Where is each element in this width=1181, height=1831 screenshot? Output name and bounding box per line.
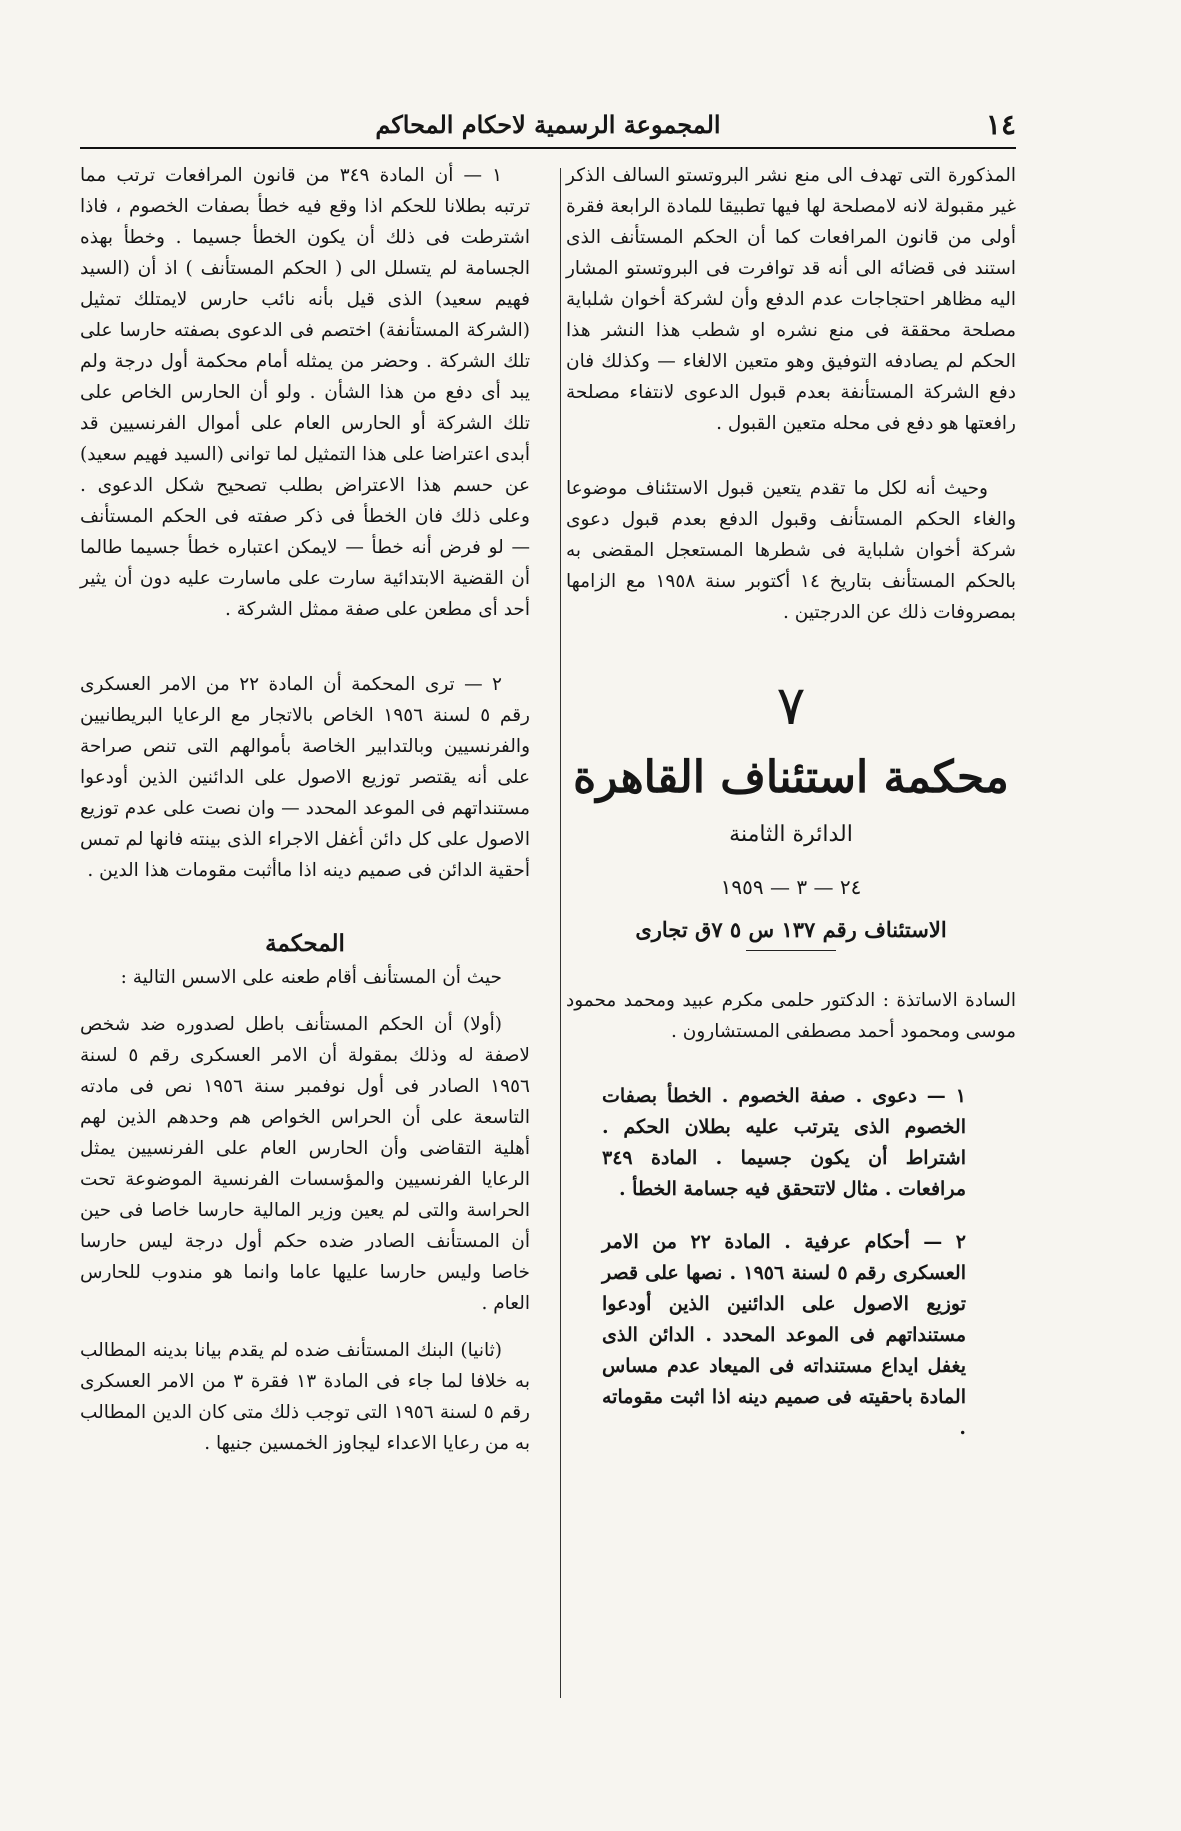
left-column: [80, 160, 530, 1459]
page-header: [80, 108, 1016, 144]
appeal-rule: [746, 950, 836, 951]
headnote-2: ٢ — أحكام عرفية . المادة ٢٢ من الامر العسكرى رقم ٥ لسنة ١٩٥٦ . نصها على قصر توزيع الاصول على الدائنين الذين أودعوا مستنداتهم فى الموعد المحدد . الدائن الذى يغفل ايداع مستنداته فى الميعاد عدم مساس المادة باحقيته فى صميم دينه اذا اثبت مقوماته .: [602, 1231, 966, 1439]
section-title: المحكمة: [265, 930, 345, 957]
judges-paragraph: السادة الاساتذة : الدكتور حلمى مكرم عبيد ومحمد محمود موسى ومحمود أحمد مصطفى المستشارون .: [566, 990, 1016, 1042]
column-divider: [560, 168, 561, 1698]
appeal-title: الاستئناف رقم ١٣٧ س ٥ ٧ق تجارى: [635, 917, 947, 942]
second-ground: (ثانيا) البنك المستأنف ضده لم يقدم بيانا بدينه المطالب به خلافا لما جاء فى المادة ١٣ فقرة ٣ من الامر العسكرى رقم ٥ لسنة ١٩٥٦ التى توجب ذلك متى كان الدين المطالب به من رعايا الاعداء ليجاوز الخمسين جنيها .: [80, 1340, 530, 1454]
page-number: ١٤: [985, 108, 1016, 141]
court-name: محكمة استئناف القاهرة: [573, 752, 1009, 803]
continuation-paragraph: المذكورة التى تهدف الى منع نشر البروتستو السالف الذكر غير مقبولة لانه لامصلحة لها فيها تطبيقا للمادة الرابعة فقرة أولى من قانون المرافعات كما أن الحكم المستأنف الذى استند فى قضائه الى أنه قد توافرت فى البروتستو المشار اليه مظاهر احتجاجات عدم الدفع وأن لشركة أخوان شلباية مصلحة محققة فى منع نشره او شطب هذا النشر هذا الحكم لم يصادفه التوفيق وهو متعين الالغاء — وكذلك فان دفع الشركة المستأنفة بعدم قبول الدعوى لانتفاء مصلحة رافعتها هو دفع فى محله متعين القبول .: [566, 165, 1016, 434]
principle-2: ٢ — ترى المحكمة أن المادة ٢٢ من الامر العسكرى رقم ٥ لسنة ١٩٥٦ الخاص بالاتجار مع الرعايا البريطانيين والفرنسيين وبالتدابير الخاصة بأموالهم التى تنص صراحة على أنه يقتصر توزيع الاصول على الدائنين الذين أودعوا مستنداتهم فى الموعد المحدد — وان نصت على عدم توزيع الاصول على كل دائن أغفل الاجراء الذى بينته فانها لم تمس أحقية الدائن فى صميم دينه اذا ماأثبت مقومات هذا الدين .: [80, 674, 530, 881]
case-number: ٧: [776, 674, 806, 737]
intro-paragraph: حيث أن المستأنف أقام طعنه على الاسس التالية :: [120, 967, 502, 988]
principle-1: ١ — أن المادة ٣٤٩ من قانون المرافعات ترتب مما ترتبه بطلانا للحكم اذا وقع فيه خطأ بصفات الخصوم ، فاذا اشترطت فى ذلك أن يكون الخطأ جسيما . وخطأ بهذه الجسامة لم يتسلل الى ( الحكم المستأنف ) اذ أن (السيد فهيم سعيد) الذى قيل بأنه نائب حارس لايمتلك تمثيل (الشركة المستأنفة) اختصم فى الدعوى بصفته حارسا على تلك الشركة . وحضر من يمثله أمام محكمة أول درجة ولم يبد أى دفع من هذا الشأن . ولو أن الحارس الخاص على تلك الشركة أو الحارس العام على أموال الفرنسيين قد أبدى اعتراضا على هذا التمثيل لما توانى (السيد فهيم سعيد) عن حسم هذا الاعتراض بطلب تصحيح شكل الدعوى . وعلى ذلك فان الخطأ فى ذكر صفته فى الحكم المستأنف — لو فرض أنه خطأ — لايمكن اعتباره خطأ جسيما طالما أن القضية الابتدائية سارت على ماسارت عليه دون أن يثير أحد أى مطعن على صفة ممثل الشركة .: [80, 165, 530, 620]
right-column: [566, 160, 1016, 1444]
judgment-date: ٢٤ — ٣ — ١٩٥٩: [720, 875, 862, 899]
first-ground: (أولا) أن الحكم المستأنف باطل لصدوره ضد شخص لاصفة له وذلك بمقولة أن الامر العسكرى رقم ٥ لسنة ١٩٥٦ الصادر فى أول نوفمبر سنة ١٩٥٦ نص فى مادته التاسعة على أن الحراس الخواص هم وحدهم الذين لهم أهلية التقاضى وأن الحارس العام على الفرنسيين يمثل الرعايا الفرنسيين والمؤسسات الفرنسية الموضوعة تحت الحراسة والتى لم يعين وزير المالية حارسا خاصا فى حين أن المستأنف الصادر ضده حكم أول درجة ليس حارسا خاصا وليس حارسا عليها عاما وانما هو مندوب للحارس العام .: [80, 1014, 530, 1314]
conclusion-paragraph: وحيث أنه لكل ما تقدم يتعين قبول الاستئناف موضوعا والغاء الحكم المستأنف وقبول الدفع بعدم قبول دعوى شركة أخوان شلباية فى شطرها المستعجل المقضى به بالحكم المستأنف بتاريخ ١٤ أكتوبر سنة ١٩٥٨ مع الزامها بمصروفات ذلك عن الدرجتين .: [566, 478, 1016, 623]
running-title: المجموعة الرسمية لاحكام المحاكم: [375, 110, 721, 139]
headnote-1: ١ — دعوى . صفة الخصوم . الخطأ بصفات الخصوم الذى يترتب عليه بطلان الحكم . اشتراط أن يكون جسيما . المادة ٣٤٩ مرافعات . مثال لاتتحقق فيه جسامة الخطأ .: [602, 1085, 966, 1200]
circuit-name: الدائرة الثامنة: [729, 822, 853, 847]
header-rule: [80, 147, 1016, 149]
